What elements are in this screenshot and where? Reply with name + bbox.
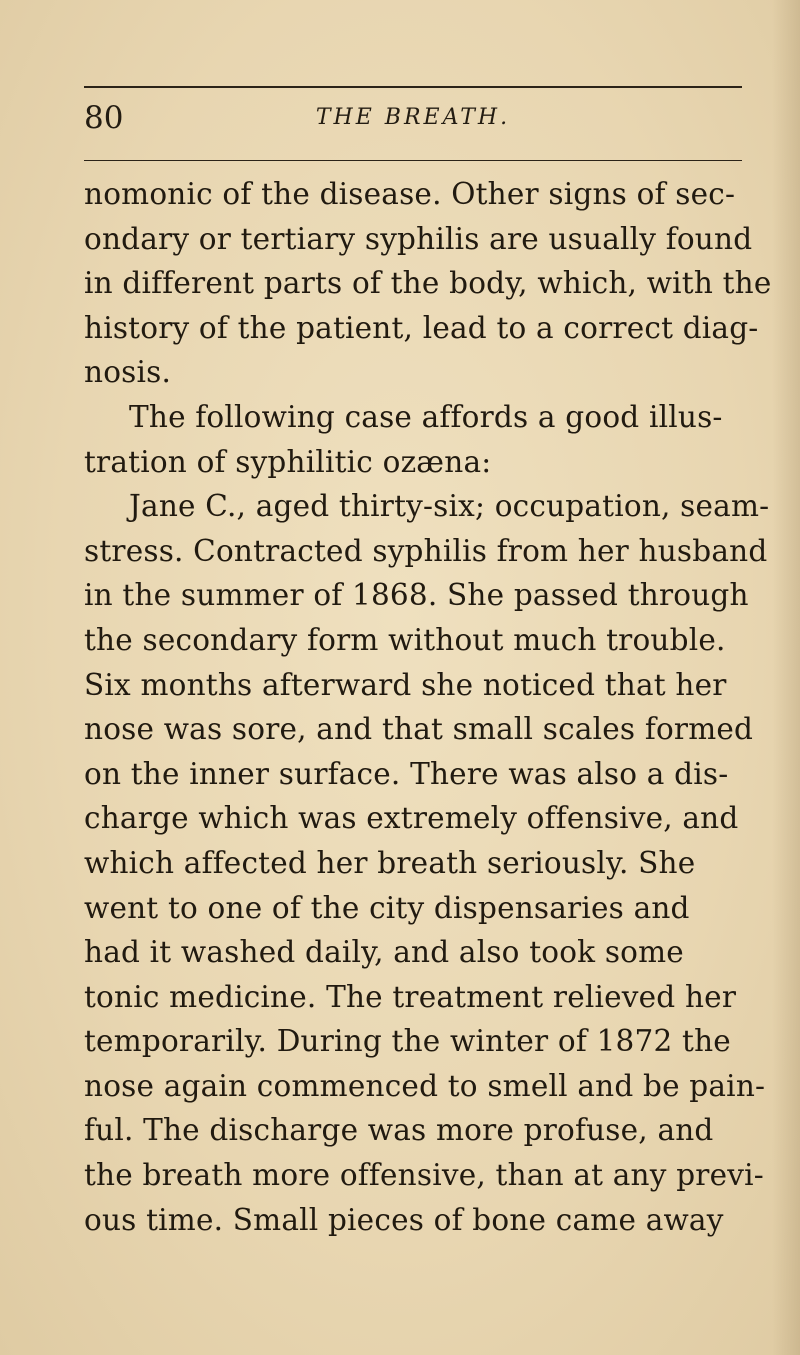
text-line: nose again commenced to smell and be pain- xyxy=(84,1068,766,1103)
body-text xyxy=(84,172,772,1242)
text-line: nomonic of the disease. Other signs of sec- xyxy=(84,177,736,211)
text-line: in the summer of 1868. She passed through xyxy=(84,578,749,613)
text-line: tration of syphilitic ozæna: xyxy=(84,444,492,479)
text-line: history of the patient, lead to a correct diag- xyxy=(84,310,759,345)
text-line: on the inner surface. There was also a dis- xyxy=(84,756,729,791)
running-title: THE BREATH. xyxy=(315,105,511,130)
text-line: stress. Contracted syphilis from her husband xyxy=(84,533,768,568)
header-bottom-rule xyxy=(84,160,742,161)
text-line: ous time. Small pieces of bone came away xyxy=(84,1202,724,1237)
text-line: nosis. xyxy=(84,355,172,390)
text-line: had it washed daily, and also took some xyxy=(84,935,684,970)
page-number: 80 xyxy=(84,100,124,136)
text-line: went to one of the city dispensaries and xyxy=(84,890,690,925)
text-line: nose was sore, and that small scales formed xyxy=(84,712,754,747)
text-line: The following case affords a good illus- xyxy=(129,399,723,434)
text-line: charge which was extremely offensive, and xyxy=(84,801,739,836)
page-header xyxy=(84,98,742,144)
header-top-rule xyxy=(84,86,742,88)
text-line: temporarily. During the winter of 1872 the xyxy=(84,1024,731,1059)
text-line: in different parts of the body, which, with the xyxy=(84,266,772,301)
text-line: tonic medicine. The treatment relieved her xyxy=(84,979,737,1014)
text-line: ful. The discharge was more profuse, and xyxy=(84,1113,714,1148)
text-line: ondary or tertiary syphilis are usually found xyxy=(84,221,753,256)
text-line: which affected her breath seriously. She xyxy=(84,845,696,880)
text-line: the breath more offensive, than at any previ- xyxy=(84,1158,764,1193)
text-line: Jane C., aged thirty-six; occupation, seam- xyxy=(129,489,770,524)
text-line: the secondary form without much trouble. xyxy=(84,622,726,657)
text-line: Six months afterward she noticed that her xyxy=(84,667,727,702)
